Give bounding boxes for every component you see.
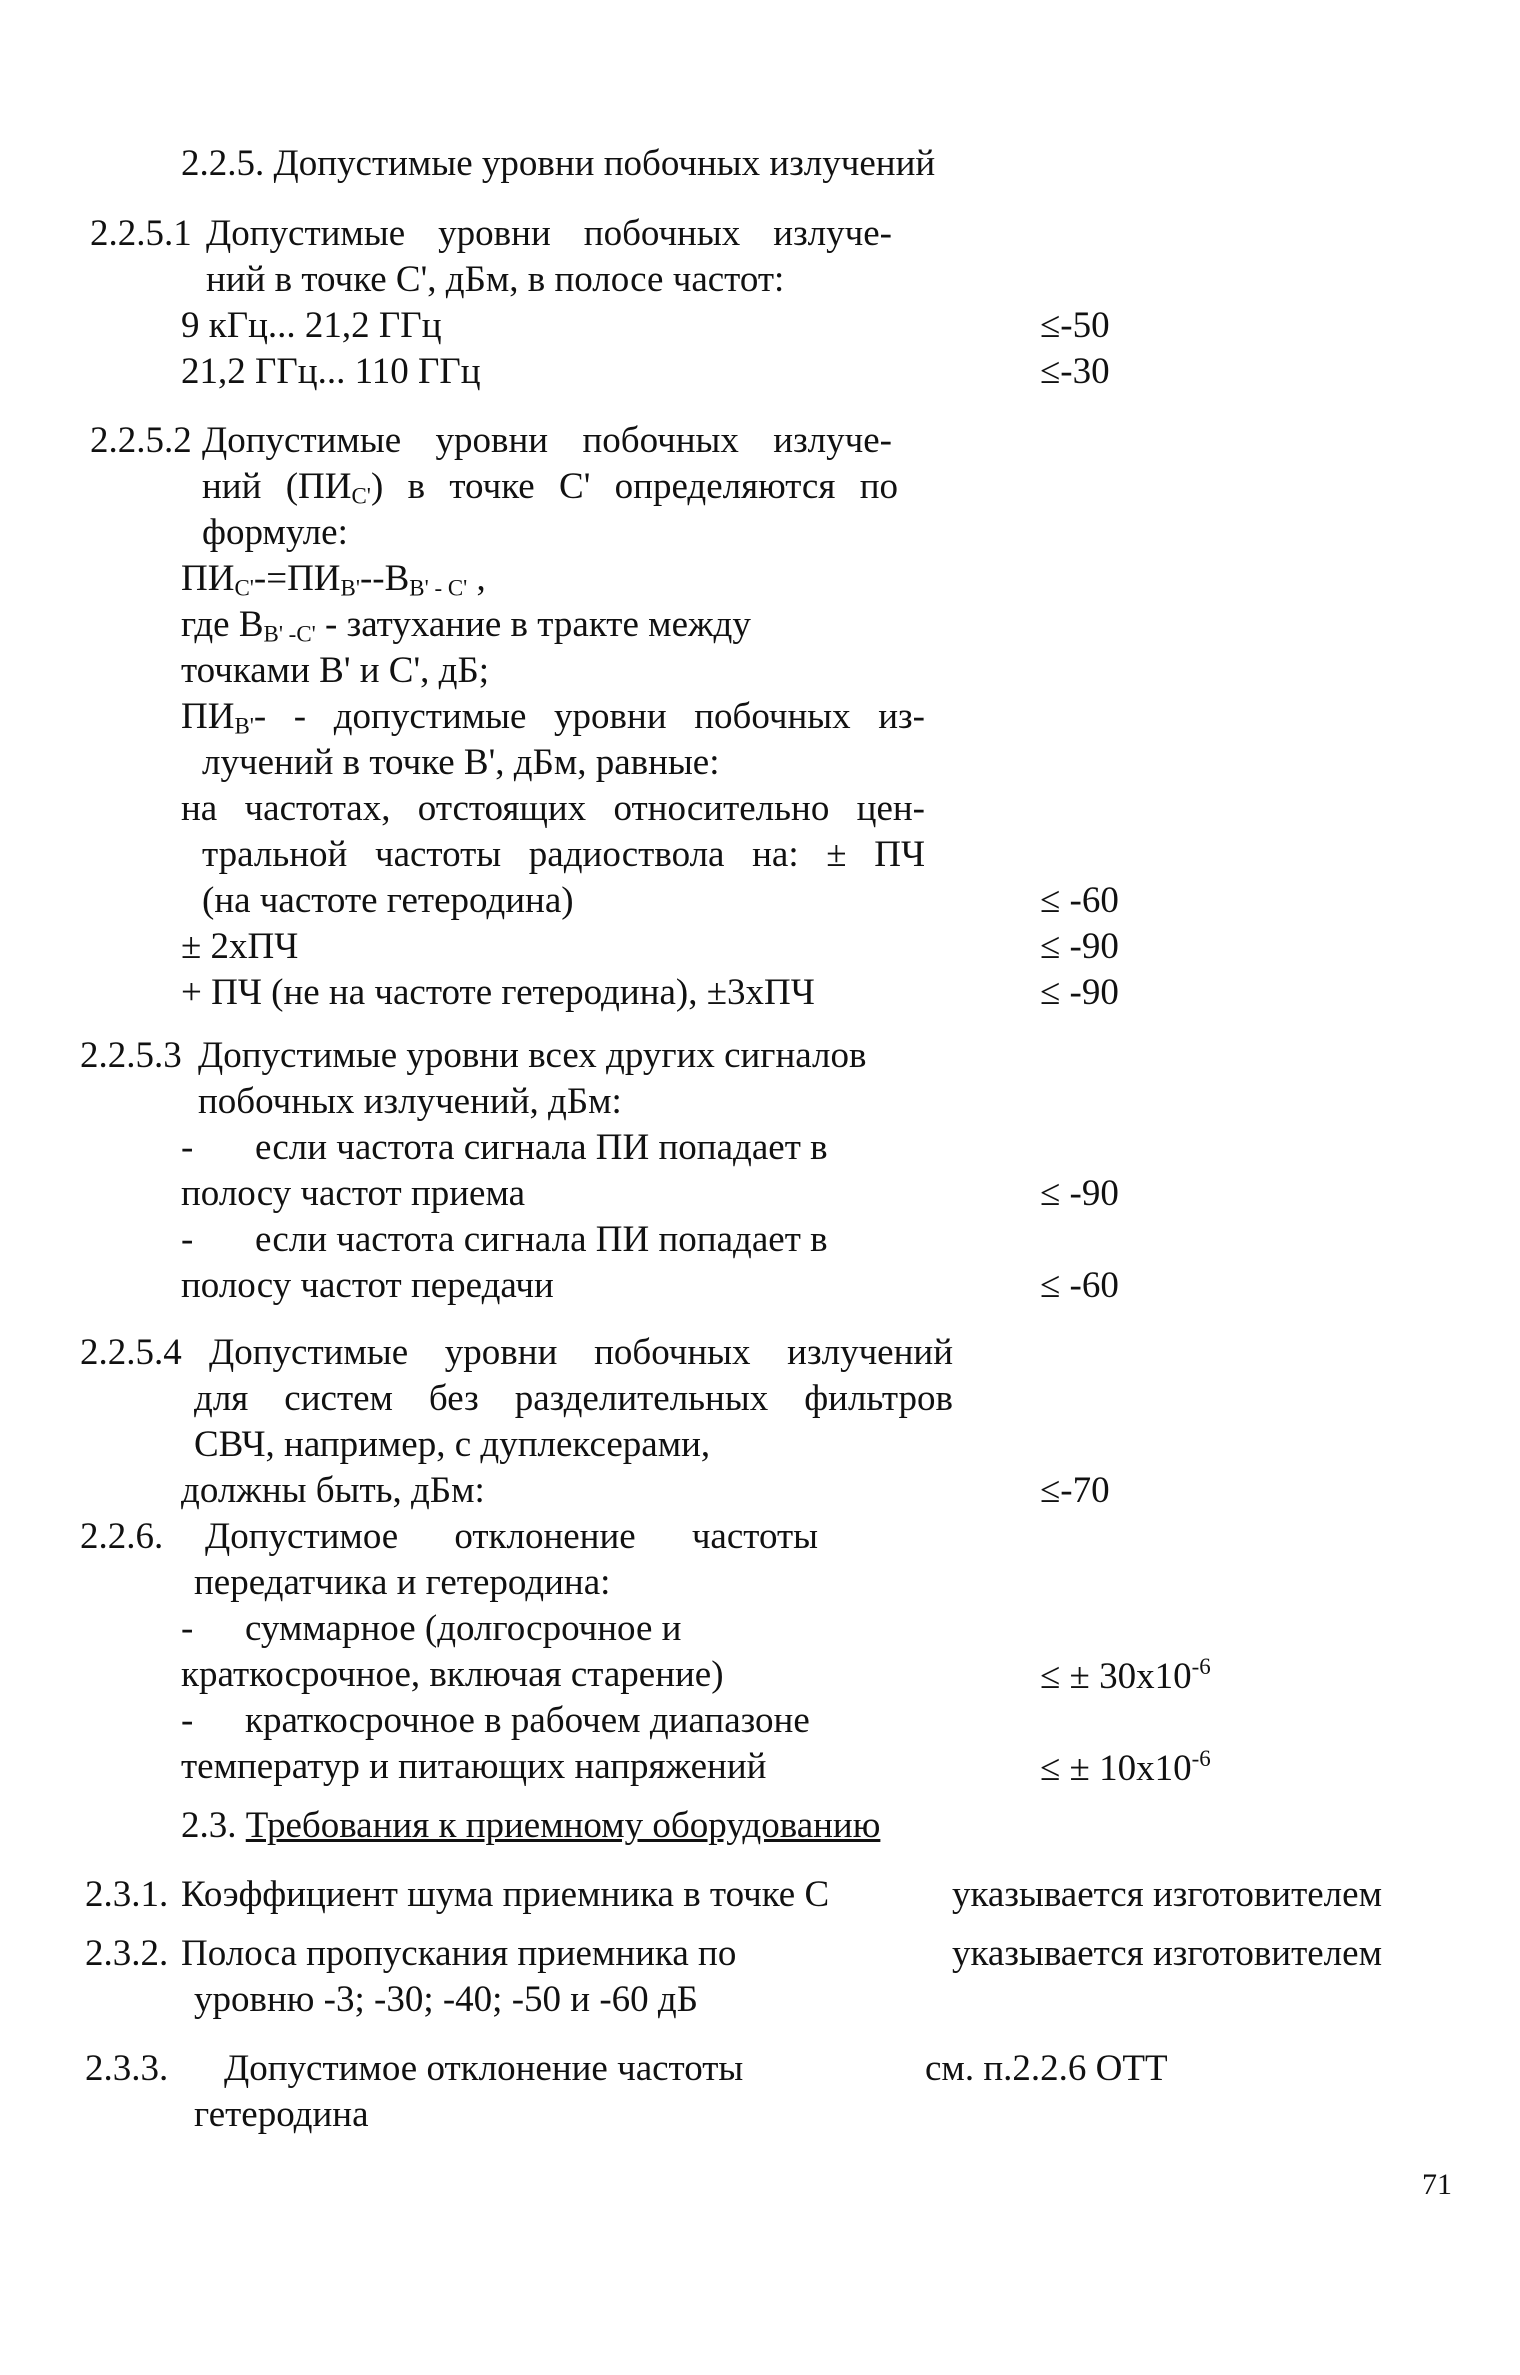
list-item: суммарное (долгосрочное и <box>245 1608 682 1649</box>
formula-note: точками В' и С', дБ; <box>181 650 489 691</box>
list-dash: - <box>181 1127 194 1168</box>
range-value: ≤ -60 <box>1040 880 1119 921</box>
page-number: 71 <box>1422 2168 1452 2201</box>
list-dash: - <box>181 1608 194 1649</box>
section-heading: 2.2.5. Допустимые уровни побочных излучений <box>181 143 936 184</box>
list-item: если частота сигнала ПИ попадает в <box>255 1219 828 1260</box>
item-text: Допустимое отклонение частоты <box>205 1516 818 1557</box>
item-number: 2.2.5.3 <box>80 1035 182 1076</box>
range-label: (на частоте гетеродина) <box>202 880 574 921</box>
item-number: 2.3.3. <box>85 2048 169 2089</box>
item-text: гетеродина <box>194 2094 369 2135</box>
item-text: Допустимые уровни побочных излучений <box>209 1332 953 1373</box>
range-label: ± 2хПЧ <box>181 926 299 967</box>
item-text: ний $(ПИ_{C'})$ в точке С' определяются по <box>202 466 898 509</box>
item-number: 2.2.5.2 <box>90 420 192 461</box>
range-value: ≤-50 <box>1040 305 1110 346</box>
list-dash: - <box>181 1700 194 1741</box>
formula-note: где $B_{B' -C'}$ - затухание в тракте между <box>181 604 751 647</box>
formula: $ПИ_{C'}-=ПИ_{B'}--B_{B' - C'}$ , <box>181 558 486 601</box>
formula-note: на частотах, отстоящих относительно цен- <box>181 788 925 829</box>
item-text: формуле: <box>202 512 348 553</box>
item-number: 2.2.5.1 <box>90 213 192 254</box>
item-text: побочных излучений, дБм: <box>198 1081 622 1122</box>
item-number: 2.3.1. <box>85 1874 169 1915</box>
formula-note: $ПИ_{B'}-$ - допустимые уровни побочных из- <box>181 696 925 739</box>
range-value: ≤ -90 <box>1040 926 1119 967</box>
item-number: 2.3.2. <box>85 1933 169 1974</box>
range-label: 9 кГц... 21,2 ГГц <box>181 305 442 346</box>
item-text: Коэффициент шума приемника в точке С <box>181 1874 830 1915</box>
list-item: если частота сигнала ПИ попадает в <box>255 1127 828 1168</box>
item-value: см. п.2.2.6 ОТТ <box>925 2048 1168 2089</box>
range-value: ≤ ± $10x10^{-6}$ <box>1040 1746 1211 1789</box>
range-value: ≤ -60 <box>1040 1265 1119 1306</box>
range-value: ≤ ± $30x10^{-6}$ <box>1040 1654 1211 1697</box>
list-item: полосу частот передачи <box>181 1265 554 1306</box>
item-text: уровню -3; -30; -40; -50 и -60 дБ <box>194 1979 698 2020</box>
list-item: краткосрочное в рабочем диапазоне <box>245 1700 810 1741</box>
item-text: Допустимые уровни всех других сигналов <box>198 1035 867 1076</box>
section-heading: 2.3. Требования к приемному оборудованию <box>181 1805 881 1846</box>
formula-note: тральной частоты радиоствола на: ± ПЧ <box>202 834 925 875</box>
item-text: должны быть, дБм: <box>181 1470 485 1511</box>
formula-note: лучений в точке В', дБм, равные: <box>202 742 720 783</box>
list-item: краткосрочное, включая старение) <box>181 1654 724 1695</box>
item-text: передатчика и гетеродина: <box>194 1562 611 1603</box>
item-text: СВЧ, например, с дуплексерами, <box>194 1424 711 1465</box>
range-label: + ПЧ (не на частоте гетеродина), ±3хПЧ <box>181 972 815 1013</box>
item-text: ний в точке С', дБм, в полосе частот: <box>206 259 785 300</box>
range-value: ≤ -90 <box>1040 972 1119 1013</box>
item-value: указывается изготовителем <box>952 1874 1382 1915</box>
item-text: Полоса пропускания приемника по <box>181 1933 737 1974</box>
item-text: Допустимые уровни побочных излуче- <box>206 213 892 254</box>
list-item: температур и питающих напряжений <box>181 1746 767 1787</box>
range-label: 21,2 ГГц... 110 ГГц <box>181 351 481 392</box>
item-text: Допустимые уровни побочных излуче- <box>202 420 892 461</box>
list-item: полосу частот приема <box>181 1173 526 1214</box>
list-dash: - <box>181 1219 194 1260</box>
item-value: указывается изготовителем <box>952 1933 1382 1974</box>
range-value: ≤-30 <box>1040 351 1110 392</box>
range-value: ≤-70 <box>1040 1470 1110 1511</box>
item-text: Допустимое отклонение частоты <box>224 2048 744 2089</box>
item-number: 2.2.5.4 <box>80 1332 182 1373</box>
range-value: ≤ -90 <box>1040 1173 1119 1214</box>
item-number: 2.2.6. <box>80 1516 164 1557</box>
item-text: для систем без разделительных фильтров <box>194 1378 953 1419</box>
